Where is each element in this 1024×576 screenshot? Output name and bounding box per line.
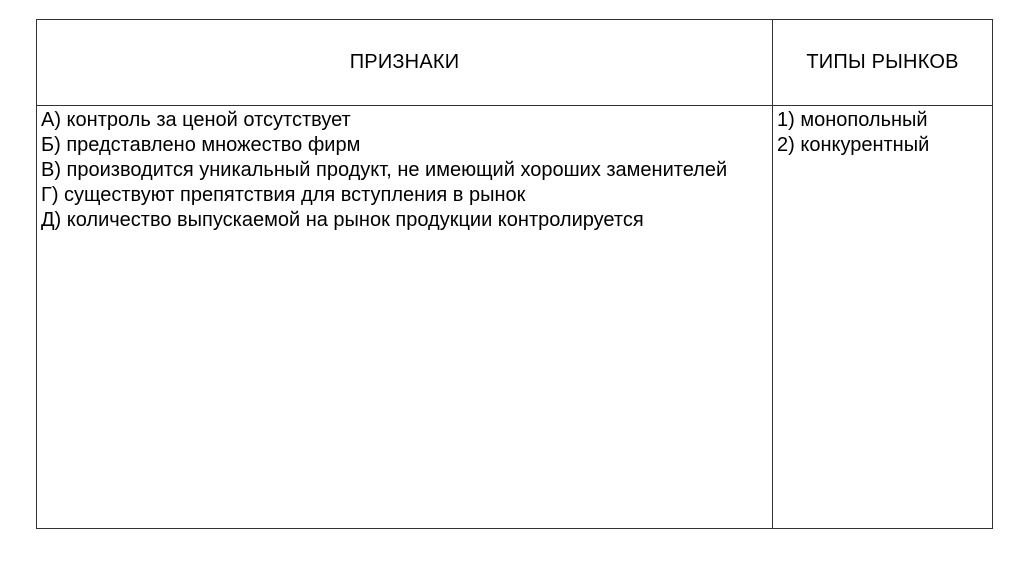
market-type-item-2: 2) конкурентный xyxy=(777,134,930,156)
market-type-item-1: 1) монопольный xyxy=(777,109,928,131)
feature-item-a: А) контроль за ценой отсутствует xyxy=(41,109,351,131)
feature-item-d: Д) количество выпускаемой на рынок продукции контролируется xyxy=(41,209,644,231)
header-row xyxy=(37,20,993,106)
feature-item-v: В) производится уникальный продукт, не имеющий хороших заменителей xyxy=(41,159,728,181)
feature-item-b: Б) представлено множество фирм xyxy=(41,134,361,156)
features-header: ПРИЗНАКИ xyxy=(37,20,773,106)
features-cell xyxy=(37,106,773,529)
market-types-cell xyxy=(773,106,993,529)
matching-table xyxy=(36,19,993,529)
market-types-header: ТИПЫ РЫНКОВ xyxy=(773,20,993,106)
content-row xyxy=(37,106,993,529)
feature-item-g: Г) существуют препятствия для вступления в рынок xyxy=(41,184,526,206)
